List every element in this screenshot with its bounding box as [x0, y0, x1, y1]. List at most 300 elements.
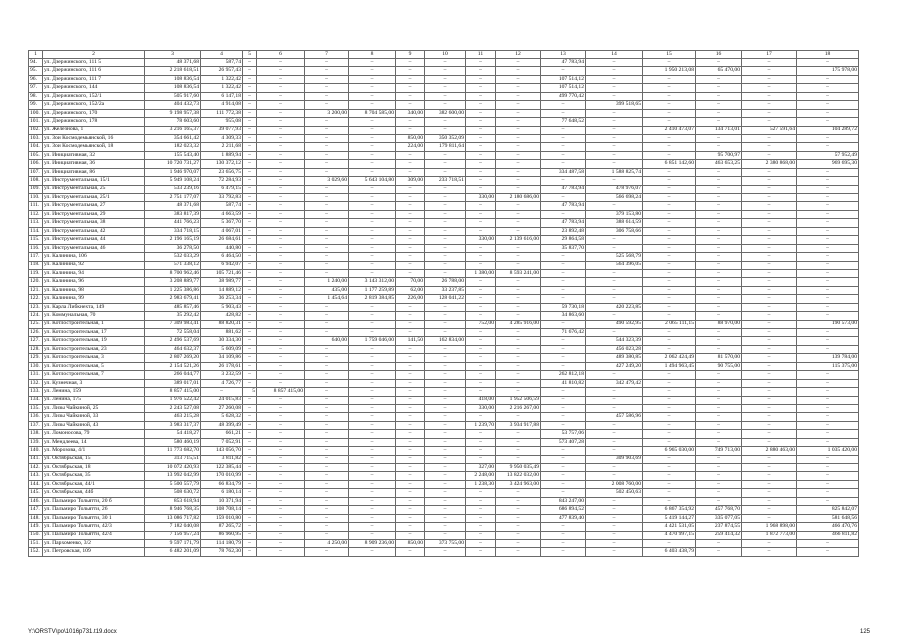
value-cell: – — [425, 413, 466, 421]
value-cell: – — [396, 345, 425, 353]
value-cell: – — [496, 312, 541, 320]
table-row — [29, 244, 859, 252]
value-cell: – — [425, 227, 466, 235]
value-cell: 6 147,18 — [201, 92, 243, 100]
value-cell: – — [742, 388, 797, 396]
value-cell: – — [466, 303, 496, 311]
value-cell: 34 109,86 — [201, 354, 243, 362]
value-cell: 466 470,76 — [797, 523, 859, 531]
table-row — [29, 548, 859, 556]
value-cell: – — [586, 388, 643, 396]
value-cell: – — [496, 430, 541, 438]
value-cell: – — [742, 194, 797, 202]
value-cell: – — [643, 109, 696, 117]
value-cell: – — [496, 303, 541, 311]
value-cell: – — [305, 506, 349, 514]
value-cell: – — [643, 202, 696, 210]
value-cell: – — [257, 194, 305, 202]
value-cell: 9 950 035,49 — [496, 464, 541, 472]
value-cell: – — [257, 430, 305, 438]
value-cell: – — [797, 438, 859, 446]
value-cell: – — [349, 84, 396, 92]
value-cell: – — [742, 362, 797, 370]
value-cell: – — [257, 539, 305, 547]
value-cell: 1 225 386,86 — [145, 286, 201, 294]
value-cell: – — [466, 371, 496, 379]
value-cell: – — [305, 202, 349, 210]
value-cell: – — [696, 438, 742, 446]
value-cell: – — [496, 548, 541, 556]
value-cell: – — [349, 329, 396, 337]
table-row — [29, 160, 859, 168]
value-cell: 2 819 384,85 — [349, 295, 396, 303]
value-cell: – — [496, 143, 541, 151]
value-cell: – — [425, 185, 466, 193]
row-number-cell: 119. — [29, 269, 43, 277]
value-cell: 2 154 521,26 — [145, 362, 201, 370]
value-cell: 477 839,40 — [541, 514, 586, 522]
value-cell: 5 609,09 — [201, 345, 243, 353]
value-cell: – — [425, 92, 466, 100]
row-number-cell: 106. — [29, 160, 43, 168]
value-cell: 34 863,60 — [541, 312, 586, 320]
value-cell: 170 010,99 — [201, 472, 243, 480]
value-cell: 3 029,60 — [305, 177, 349, 185]
column-header: 13 — [541, 51, 586, 59]
value-cell: – — [466, 388, 496, 396]
value-cell: – — [797, 92, 859, 100]
value-cell: – — [696, 101, 742, 109]
value-cell: 532 033,29 — [145, 253, 201, 261]
value-cell: – — [541, 396, 586, 404]
value-cell: 505 917,60 — [145, 92, 201, 100]
value-cell: – — [496, 523, 541, 531]
value-cell: 10 720 731,27 — [145, 160, 201, 168]
value-cell: – — [696, 109, 742, 117]
value-cell: 57 952,49 — [797, 151, 859, 159]
value-cell: – — [586, 539, 643, 547]
value-cell: – — [396, 531, 425, 539]
value-cell: – — [742, 210, 797, 218]
value-cell: – — [349, 447, 396, 455]
row-number-cell: 102. — [29, 126, 43, 134]
value-cell: 14 889,12 — [201, 286, 243, 294]
value-cell: – — [349, 371, 396, 379]
value-cell: 88 970,00 — [696, 320, 742, 328]
value-cell: 90 755,00 — [696, 362, 742, 370]
address-cell: ул. Дзержинского, 111 5 — [43, 59, 145, 67]
table-row — [29, 531, 859, 539]
value-cell: – — [586, 151, 643, 159]
value-cell: 88 820,31 — [201, 320, 243, 328]
value-cell: – — [696, 345, 742, 353]
address-cell: ул. Инициативная, 86 — [43, 168, 145, 176]
value-cell: – — [797, 430, 859, 438]
address-cell: ул. Октябрьская, 44б — [43, 489, 145, 497]
value-cell: – — [696, 227, 742, 235]
address-cell: ул. Котлостроительная, 3 — [43, 354, 145, 362]
value-cell: – — [541, 455, 586, 463]
value-cell: – — [305, 371, 349, 379]
value-cell: 3 983 317,37 — [145, 421, 201, 429]
value-cell: 752,00 — [466, 320, 496, 328]
table-row — [29, 379, 859, 387]
value-cell: – — [797, 269, 859, 277]
value-cell: – — [257, 269, 305, 277]
column-header: 2 — [43, 51, 145, 59]
value-cell: – — [257, 118, 305, 126]
value-cell: – — [305, 185, 349, 193]
value-cell: – — [257, 506, 305, 514]
value-cell: 382 600,00 — [425, 109, 466, 117]
value-cell: – — [243, 320, 257, 328]
value-cell: – — [243, 67, 257, 75]
address-cell: ул. Мендлеева, 14 — [43, 438, 145, 446]
value-cell: 457 586,96 — [586, 413, 643, 421]
value-cell: – — [586, 447, 643, 455]
value-cell: – — [797, 244, 859, 252]
value-cell: – — [496, 219, 541, 227]
row-number-cell: 142. — [29, 464, 43, 472]
value-cell: – — [586, 59, 643, 67]
value-cell: – — [243, 177, 257, 185]
value-cell: – — [349, 227, 396, 235]
value-cell: – — [742, 312, 797, 320]
row-number-cell: 131. — [29, 371, 43, 379]
value-cell: – — [396, 413, 425, 421]
value-cell: – — [425, 329, 466, 337]
value-cell: – — [643, 464, 696, 472]
value-cell: – — [496, 67, 541, 75]
value-cell: – — [466, 261, 496, 269]
value-cell: – — [742, 269, 797, 277]
value-cell: – — [305, 312, 349, 320]
value-cell: – — [305, 362, 349, 370]
value-cell: 78 762,30 — [201, 548, 243, 556]
table-row — [29, 506, 859, 514]
value-cell: – — [742, 337, 797, 345]
value-cell: 72 284,93 — [201, 177, 243, 185]
address-cell: ул. Калинина, 94 — [43, 269, 145, 277]
value-cell: – — [742, 329, 797, 337]
value-cell: 47 783,94 — [541, 219, 586, 227]
row-number-cell: 118. — [29, 261, 43, 269]
value-cell: – — [496, 202, 541, 210]
value-cell: 2 008 760,00 — [586, 480, 643, 488]
address-cell: ул. Дзержинского, 152/1 — [43, 92, 145, 100]
value-cell: – — [643, 236, 696, 244]
value-cell: 47 783,94 — [541, 185, 586, 193]
value-cell: – — [425, 489, 466, 497]
value-cell: – — [243, 160, 257, 168]
table-row — [29, 269, 859, 277]
value-cell: – — [349, 253, 396, 261]
value-cell: 5 — [243, 388, 257, 396]
column-header: 10 — [425, 51, 466, 59]
value-cell: – — [466, 362, 496, 370]
value-cell: – — [466, 160, 496, 168]
value-cell: – — [586, 278, 643, 286]
row-number-cell: 135. — [29, 404, 43, 412]
value-cell: – — [643, 396, 696, 404]
value-cell: – — [466, 438, 496, 446]
value-cell: – — [742, 497, 797, 505]
value-cell: – — [643, 168, 696, 176]
value-cell: – — [496, 531, 541, 539]
row-number-cell: 103. — [29, 134, 43, 142]
value-cell: – — [396, 168, 425, 176]
value-cell: – — [305, 236, 349, 244]
table-row — [29, 126, 859, 134]
value-cell: 309 903,69 — [586, 455, 643, 463]
value-cell: – — [541, 253, 586, 261]
value-cell: – — [396, 514, 425, 522]
value-cell: 107 514,12 — [541, 75, 586, 83]
value-cell: – — [305, 67, 349, 75]
address-cell: ул. Коммунальная, 70 — [43, 312, 145, 320]
value-cell: – — [349, 362, 396, 370]
row-number-cell: 98. — [29, 92, 43, 100]
value-cell: – — [396, 227, 425, 235]
value-cell: – — [496, 539, 541, 547]
value-cell: – — [257, 101, 305, 109]
value-cell: – — [696, 295, 742, 303]
value-cell: – — [396, 480, 425, 488]
value-cell: – — [643, 269, 696, 277]
value-cell: 4 470 997,15 — [643, 531, 696, 539]
column-header: 11 — [466, 51, 496, 59]
value-cell: – — [643, 286, 696, 294]
table-row — [29, 92, 859, 100]
value-cell: – — [696, 480, 742, 488]
value-cell: – — [243, 312, 257, 320]
value-cell: 1 952 506,59 — [496, 396, 541, 404]
value-cell: – — [541, 109, 586, 117]
value-cell: – — [797, 210, 859, 218]
value-cell: – — [742, 236, 797, 244]
value-cell: – — [696, 236, 742, 244]
column-header: 5 — [243, 51, 257, 59]
row-number-cell: 96. — [29, 75, 43, 83]
value-cell: 26 788,00 — [425, 278, 466, 286]
address-cell: ул. Пальмиро Тольятти, 26 — [43, 506, 145, 514]
value-cell: – — [742, 404, 797, 412]
value-cell: 54 418,27 — [145, 430, 201, 438]
row-number-cell: 111. — [29, 202, 43, 210]
table-row — [29, 472, 859, 480]
value-cell: 566 698,24 — [586, 194, 643, 202]
value-cell: 39 077,93 — [201, 126, 243, 134]
value-cell: – — [586, 312, 643, 320]
value-cell: – — [243, 185, 257, 193]
value-cell: 955,08 — [201, 118, 243, 126]
value-cell: – — [305, 168, 349, 176]
value-cell: – — [466, 345, 496, 353]
value-cell: – — [696, 455, 742, 463]
value-cell: – — [742, 430, 797, 438]
value-cell: – — [396, 548, 425, 556]
value-cell: – — [696, 337, 742, 345]
value-cell: 8 857 415,00 — [257, 388, 305, 396]
value-cell: – — [696, 134, 742, 142]
value-cell: – — [396, 84, 425, 92]
value-cell: – — [742, 345, 797, 353]
value-cell: 13 822 032,00 — [496, 472, 541, 480]
value-cell: – — [643, 75, 696, 83]
value-cell: 1 035 420,00 — [797, 447, 859, 455]
address-cell: ул. Дзержинского, 144 — [43, 84, 145, 92]
value-cell: – — [305, 345, 349, 353]
value-cell: – — [742, 143, 797, 151]
table-row — [29, 514, 859, 522]
value-cell: – — [541, 354, 586, 362]
value-cell: 2 410 473,07 — [643, 126, 696, 134]
value-cell: – — [696, 168, 742, 176]
value-cell: 4 250,00 — [305, 539, 349, 547]
value-cell: – — [305, 227, 349, 235]
value-cell: 587,74 — [201, 202, 243, 210]
value-cell: – — [797, 480, 859, 488]
value-cell: – — [243, 362, 257, 370]
value-cell: – — [243, 210, 257, 218]
value-cell: 13 086 717,82 — [145, 514, 201, 522]
table-row — [29, 101, 859, 109]
row-number-cell: 143. — [29, 472, 43, 480]
address-cell: ул. Пальмиро Тольятти, 42/3 — [43, 523, 145, 531]
value-cell: 6 851 142,60 — [643, 160, 696, 168]
value-cell: 330,00 — [466, 404, 496, 412]
value-cell: 10 072 420,93 — [145, 464, 201, 472]
row-number-cell: 137. — [29, 421, 43, 429]
value-cell: – — [466, 523, 496, 531]
value-cell: 26 957,43 — [201, 67, 243, 75]
row-number-cell: 100. — [29, 109, 43, 117]
value-cell: – — [586, 109, 643, 117]
value-cell: – — [643, 345, 696, 353]
value-cell: – — [243, 219, 257, 227]
address-cell: ул. Дзержинского, 111 6 — [43, 67, 145, 75]
row-number-cell: 115. — [29, 236, 43, 244]
value-cell: 464 632,37 — [145, 345, 201, 353]
value-cell: – — [257, 447, 305, 455]
value-cell: 233 718,51 — [425, 177, 466, 185]
value-cell: – — [643, 497, 696, 505]
value-cell: 108 836,54 — [145, 75, 201, 83]
value-cell: – — [541, 295, 586, 303]
value-cell: – — [349, 126, 396, 134]
value-cell: – — [496, 354, 541, 362]
value-cell: 2 243 527,08 — [145, 404, 201, 412]
value-cell: 502 450,63 — [586, 489, 643, 497]
value-cell: – — [643, 438, 696, 446]
row-number-cell: 126. — [29, 329, 43, 337]
data-table — [28, 50, 859, 557]
value-cell: 4 663,59 — [201, 210, 243, 218]
value-cell: 182 023,32 — [145, 143, 201, 151]
value-cell: 306 758,66 — [586, 227, 643, 235]
value-cell: – — [349, 421, 396, 429]
value-cell: 5 367,70 — [201, 219, 243, 227]
value-cell: – — [541, 126, 586, 134]
value-cell: – — [541, 345, 586, 353]
value-cell: 2 065 111,15 — [643, 320, 696, 328]
row-number-cell: 128. — [29, 345, 43, 353]
value-cell: – — [243, 539, 257, 547]
value-cell: 65 470,00 — [696, 67, 742, 75]
value-cell: – — [243, 151, 257, 159]
address-cell: ул. Кузнечная, 3 — [43, 379, 145, 387]
value-cell: – — [797, 59, 859, 67]
value-cell: – — [349, 523, 396, 531]
value-cell: – — [243, 101, 257, 109]
value-cell: 53 757,06 — [541, 430, 586, 438]
table-row — [29, 194, 859, 202]
value-cell: – — [425, 75, 466, 83]
value-cell: – — [696, 177, 742, 185]
value-cell: – — [496, 506, 541, 514]
column-header: 12 — [496, 51, 541, 59]
value-cell: 87 265,72 — [201, 523, 243, 531]
value-cell: 335 077,05 — [696, 514, 742, 522]
value-cell: – — [425, 126, 466, 134]
value-cell: – — [586, 118, 643, 126]
value-cell: 72 558,04 — [145, 329, 201, 337]
value-cell: – — [257, 143, 305, 151]
value-cell: 2 380 868,00 — [742, 160, 797, 168]
value-cell: – — [742, 134, 797, 142]
value-cell: – — [396, 489, 425, 497]
value-cell: – — [696, 421, 742, 429]
value-cell: – — [696, 413, 742, 421]
value-cell: 456 023,28 — [586, 345, 643, 353]
value-cell: – — [742, 514, 797, 522]
value-cell: – — [349, 160, 396, 168]
value-cell: – — [496, 84, 541, 92]
value-cell: – — [257, 362, 305, 370]
value-cell: – — [643, 143, 696, 151]
value-cell: – — [496, 388, 541, 396]
value-cell: – — [742, 303, 797, 311]
value-cell: 159 010,80 — [201, 514, 243, 522]
row-number-cell: 149. — [29, 523, 43, 531]
value-cell: – — [466, 539, 496, 547]
table-row — [29, 143, 859, 151]
value-cell: – — [425, 101, 466, 109]
value-cell: – — [643, 312, 696, 320]
value-cell: – — [797, 329, 859, 337]
value-cell: – — [349, 506, 396, 514]
value-cell: – — [466, 337, 496, 345]
address-cell: ул. Инструментальная, 44 — [43, 236, 145, 244]
value-cell: – — [496, 151, 541, 159]
value-cell: 440,80 — [201, 244, 243, 252]
value-cell: 1 889,94 — [201, 151, 243, 159]
value-cell: 5 500 557,79 — [145, 480, 201, 488]
value-cell: – — [305, 472, 349, 480]
address-cell: ул. Инструментальная, 42 — [43, 227, 145, 235]
address-cell: ул. Инструментальная, 38 — [43, 219, 145, 227]
value-cell: – — [243, 404, 257, 412]
value-cell: – — [466, 531, 496, 539]
value-cell: 66 834,79 — [201, 480, 243, 488]
value-cell: 36 278,50 — [145, 244, 201, 252]
value-cell: – — [396, 151, 425, 159]
value-cell: 77 648,52 — [541, 118, 586, 126]
value-cell: – — [396, 497, 425, 505]
value-cell: 661,21 — [201, 430, 243, 438]
value-cell: – — [396, 194, 425, 202]
value-cell: 29 864,58 — [541, 236, 586, 244]
